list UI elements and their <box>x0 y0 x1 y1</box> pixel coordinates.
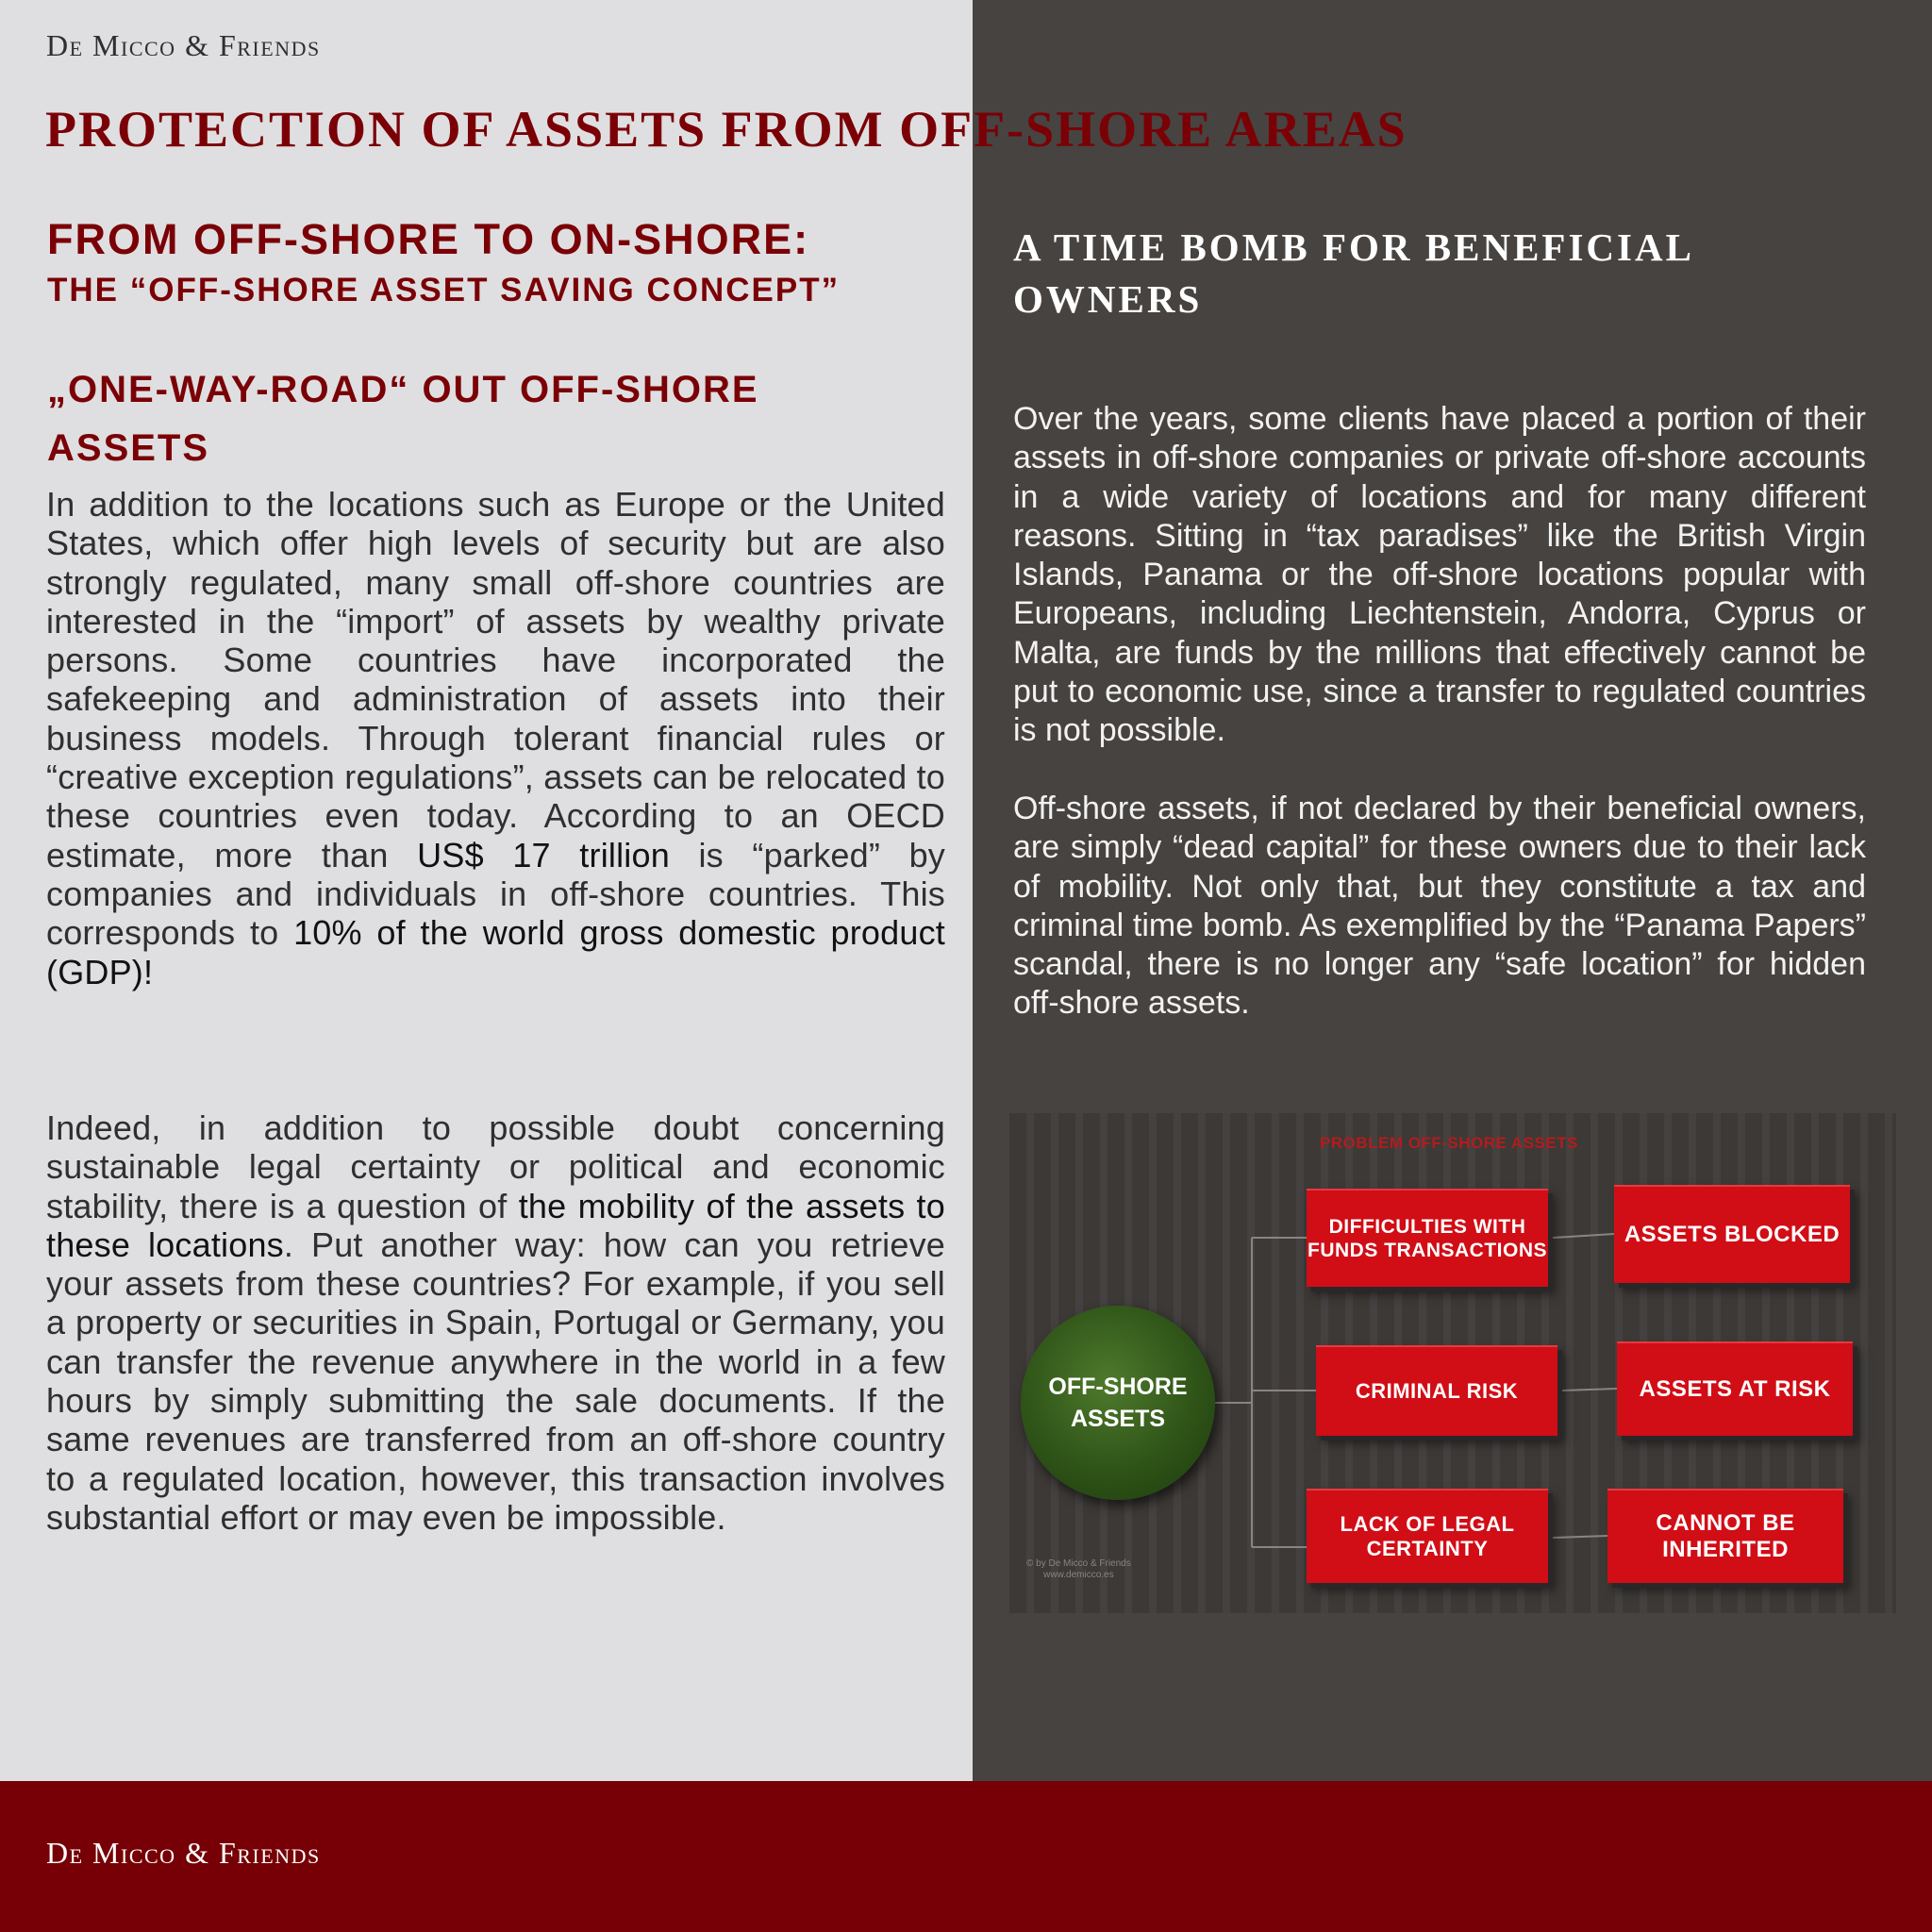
page-title: PROTECTION OF ASSETS FROM OFF-SHORE AREAS <box>45 101 1407 158</box>
text-run: is “parked” by companies and individuals in off-shore countries. This corresponds to <box>46 835 946 953</box>
connector-line <box>1562 1389 1617 1391</box>
paragraph-clients: Over the years, some clients have placed a portion of their assets in off-shore companies or private off-shore accounts in a wide variety of locations and for many different reasons. Sitting in “tax paradises” like the British Virgin Islands, Panama or the off-shore locations popular with Europeans, including Liechtenstein, Andorra, Cyprus or Malta, are funds by the millions that effectively cannot be put to economic use, since a transfer to regulated countries is not possible. <box>1013 401 1866 749</box>
right-heading: A TIME BOMB FOR BENEFICIAL OWNERS <box>1013 225 1692 321</box>
paragraph-mobility <box>46 1108 945 1537</box>
connector-line <box>1553 1536 1607 1538</box>
connector-line <box>1553 1234 1614 1238</box>
box-funds-transactions: DIFFICULTIES WITH FUNDS TRANSACTIONS <box>1307 1189 1548 1287</box>
subsection-heading: „ONE-WAY-ROAD“ OUT OFF-SHORE ASSETS <box>47 369 759 469</box>
box-cannot-be-inherited: CANNOT BE INHERITED <box>1607 1489 1843 1583</box>
section-heading-secondary: THE “OFF-SHORE ASSET SAVING CONCEPT” <box>47 272 841 308</box>
section-heading-primary: FROM OFF-SHORE TO ON-SHORE: <box>47 215 810 263</box>
sphere-label: OFF-SHORE <box>1048 1374 1188 1400</box>
text-run: . Put another way: how can you retrieve your assets from these countries? For example, if you sell a property or securities in Spain, Portugal or Germany, you can transfer the revenue anywhere in the world in a few hours by simply submitting the sale documents. If the same revenues are transferred from an off-shore country to a regulated location, however, this transaction involves substantial effort or may even be impossible. <box>46 1224 946 1537</box>
highlight-mobility: the mobility of the assets to these locations <box>46 1186 945 1264</box>
highlight-amount: US$ 17 trillion <box>417 835 670 874</box>
problem-diagram <box>1009 1113 1896 1613</box>
highlight-gdp: 10% of the world gross domestic product (GDP)! <box>46 913 945 991</box>
copyright-line: www.demicco.es <box>1043 1570 1114 1580</box>
box-assets-blocked: ASSETS BLOCKED <box>1614 1185 1850 1283</box>
box-legal-certainty: LACK OF LEGAL CERTAINTY <box>1307 1489 1548 1583</box>
brand-footer: De Micco & Friends <box>46 1836 321 1870</box>
diagram-title: PROBLEM OFF-SHORE ASSETS <box>1320 1134 1578 1152</box>
paragraph-time-bomb: Off-shore assets, if not declared by their beneficial owners, are simply “dead capital” for these owners due to their lack of mobility. Not only that, but they constitute a tax and criminal time bomb. As exemplified by the “Panama Papers” scandal, there is no longer any “safe location” for hidden off-shore assets. <box>1013 791 1866 1022</box>
text-run: Indeed, in addition to possible doubt concerning sustainable legal certainty or political and economic stability, there is a question of <box>46 1108 945 1225</box>
off-shore-assets-sphere <box>1021 1306 1215 1500</box>
box-assets-at-risk: ASSETS AT RISK <box>1617 1341 1853 1436</box>
brand-header: De Micco & Friends <box>46 28 321 62</box>
paragraph-oecd <box>46 485 945 991</box>
box-criminal-risk: CRIMINAL RISK <box>1316 1345 1557 1436</box>
text-run: In addition to the locations such as Europe or the United States, which offer high levels of security but are also strongly regulated, many small off-shore countries are interested in the “import” of assets by wealthy private persons. Some countries have incorporated the safekeeping and administration of assets into their business models. Through tolerant financial rules or “creative exception regulations”, assets can be relocated to these countries even today. According to an OECD estimate, more than <box>46 485 945 874</box>
sphere-label: ASSETS <box>1070 1406 1166 1432</box>
copyright-line: © by De Micco & Friends <box>1026 1558 1131 1569</box>
diagram-copyright <box>1026 1558 1131 1581</box>
